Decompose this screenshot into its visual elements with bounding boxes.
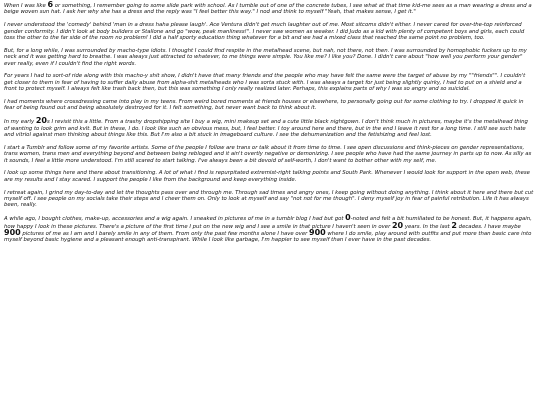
paragraph-text: A while ago, I bought clothes, make-up, accessories and a wig again. I sneaked in pictures of me in a tumblr blog I had but got: [4, 216, 346, 223]
paragraph-text: I start a Tumblr and follow some of my favorite artists. Some of the people I follow are trans or talk about it from time to time. I see open discussions and think-pieces on gender representations, trans women, trans men and everything beyond and between being rebloged and it ain't overtly negative or demonizing. I see people who have had the same journey in parts up to now. As silly as it sounds, I feel a little more understood. I'm still scared to start talking. I've always been a bit devoid of self-worth, I don't want to bother other with my self, me.: [4, 144, 532, 164]
paragraph-text: decades. I have maybe: [456, 223, 521, 230]
paragraph: [4, 22, 534, 41]
paragraph-text: pictures of me as I am and I barely smile in any of them. From only the past few months alone I have over: [20, 231, 310, 238]
paragraph-text: When I was like: [4, 3, 48, 9]
paragraph-text: -noted and felt a bit humiliated to be honest. But, it happens again, how happy I look in these pictures. There's a picture of the first time I put on the new wig and I see a smile in that picture I haven't seen in over: [4, 216, 532, 230]
emphasized-number: 900: [4, 228, 21, 238]
document-body: [4, 2, 534, 244]
paragraph: [4, 145, 534, 164]
paragraph-text: where I do smile, play around with outfits and put more than basic care into myself beyond basic hygiene and a pleasant enough anti-transpirant. While I look like garbage, I'm happier to see myself than I ever have in the past decades.: [4, 231, 532, 244]
paragraph-text: I retreat again, I grind my day-to-day and let the thoughts pass over and through me. Through sad times and angry ones, I keep going without doing anything. I think about it here and there but cut myself off. I see people on my socials take their steps and I cheer them on. Only to look at myself and say "not not for me though". I deny myself joy in fear of painful retribution. Life it has always been, really.: [4, 189, 534, 209]
paragraph: [4, 73, 534, 92]
paragraph-text: I never understood the 'comedy' behind 'man in a dress haha please laugh'. Ace Ventura didn't get much laughter out of me. Most sitcoms didn't either. I never cared for over-the-top reinforced gender conformity. I didn't look at body builders or Stallone and go "wow, peak manliness!". I never saw women as weaker. I did Judo as a kid with plenty of competent boys and girls, each could toss the other to the far side of the room no problem! I did a half sporty education thing whatever for a bit and we had a mixed class that reached the same point no problem, too.: [4, 22, 525, 42]
paragraph-text: I had moments where crossdressing came into play in my teens. From weird bored moments at friends houses or elsewhere, to personally going out for some clothing to try. I dropped it quick in fear of being found out and being absolutely destroyed for it. I felt something, but never want back to think about it.: [4, 99, 524, 112]
paragraph-text: But, for a long while, I was surrounded by macho-type idiots. I thought I could find respite in the metalhead scene, but nah, not there, not then. I was surrounded by homophobic fuckers up to my neck and it was getting hard to breathe. I was always just attracted to whatever, to me things were simple. You like me? I like you? Done. I didn't care about "how well you perform your gender" ever really, even if I couldn't find the right words.: [4, 47, 527, 67]
paragraph-text: In my early: [4, 119, 36, 126]
paragraph-text: I look up some things here and there about transitioning. A lot of what i find is repurpitated extremist-right talking points and South Park. Whenever I would look for support in the open web, these are my results and I stay scared. I support the people I like from the background and keep everything inside.: [4, 170, 530, 183]
paragraph: [4, 118, 534, 138]
emphasized-number: 900: [309, 228, 326, 238]
emphasized-number: 0: [345, 213, 351, 223]
paragraph: [4, 2, 534, 16]
paragraph: [4, 99, 534, 112]
paragraph: [4, 215, 534, 244]
emphasized-number: 2: [451, 220, 457, 230]
paragraph-text: For years I had to sort-of ride along with this macho-y shit show, I didn't have that many friends and the people who may have felt the same were the target of abuse by my ""friends"". I couldn't get closer to them in fear of having to suffer daily abuse from alpha-shit metalheads who I was sorta stuck with. I was always a target for just being slightly quirky, I had to put on a shield and a front to protect myself. I always felt like trash back then, but this was something I only really realized later. Perhaps, this explains parts of why I was so angry and so suicidal.: [4, 73, 526, 93]
paragraph: [4, 170, 534, 183]
paragraph-text: or something, I remember going to some slide park with school. As I tumble out of one of the concrete tubes, I see what at that time kid-me sees as a man wearing a dress and a beige woven sun hat. I ask her why she has a dress and the reply was "I feel better this way." I nod and think to myself "Yeah, that makes sense, I get it.": [4, 3, 532, 16]
emphasized-number: 20: [391, 220, 404, 230]
paragraph: [4, 48, 534, 67]
paragraph-text: years. In the last: [403, 223, 452, 230]
emphasized-number: 6: [47, 0, 54, 9]
paragraph: [4, 190, 534, 209]
emphasized-number: 20: [35, 116, 47, 126]
paragraph-text: s I revisit this a little. From a trashy dropshipping site I buy a wig, mini makeup set and a cute little black nightgown. I don't think much in pictures, maybe it's the metalhead thing of wanting to look grim and kvlt. But in these, I do. I look like such an obvious mess, but, I feel better. I toy around here and there, but in the end I leave it rest for a long time. I still see such hate and vitriol against men thinking about things like this. But I'm also a bit stuck in imageboard culture. I see the dehumanization and the fetishizing and feel lost.: [4, 119, 528, 139]
